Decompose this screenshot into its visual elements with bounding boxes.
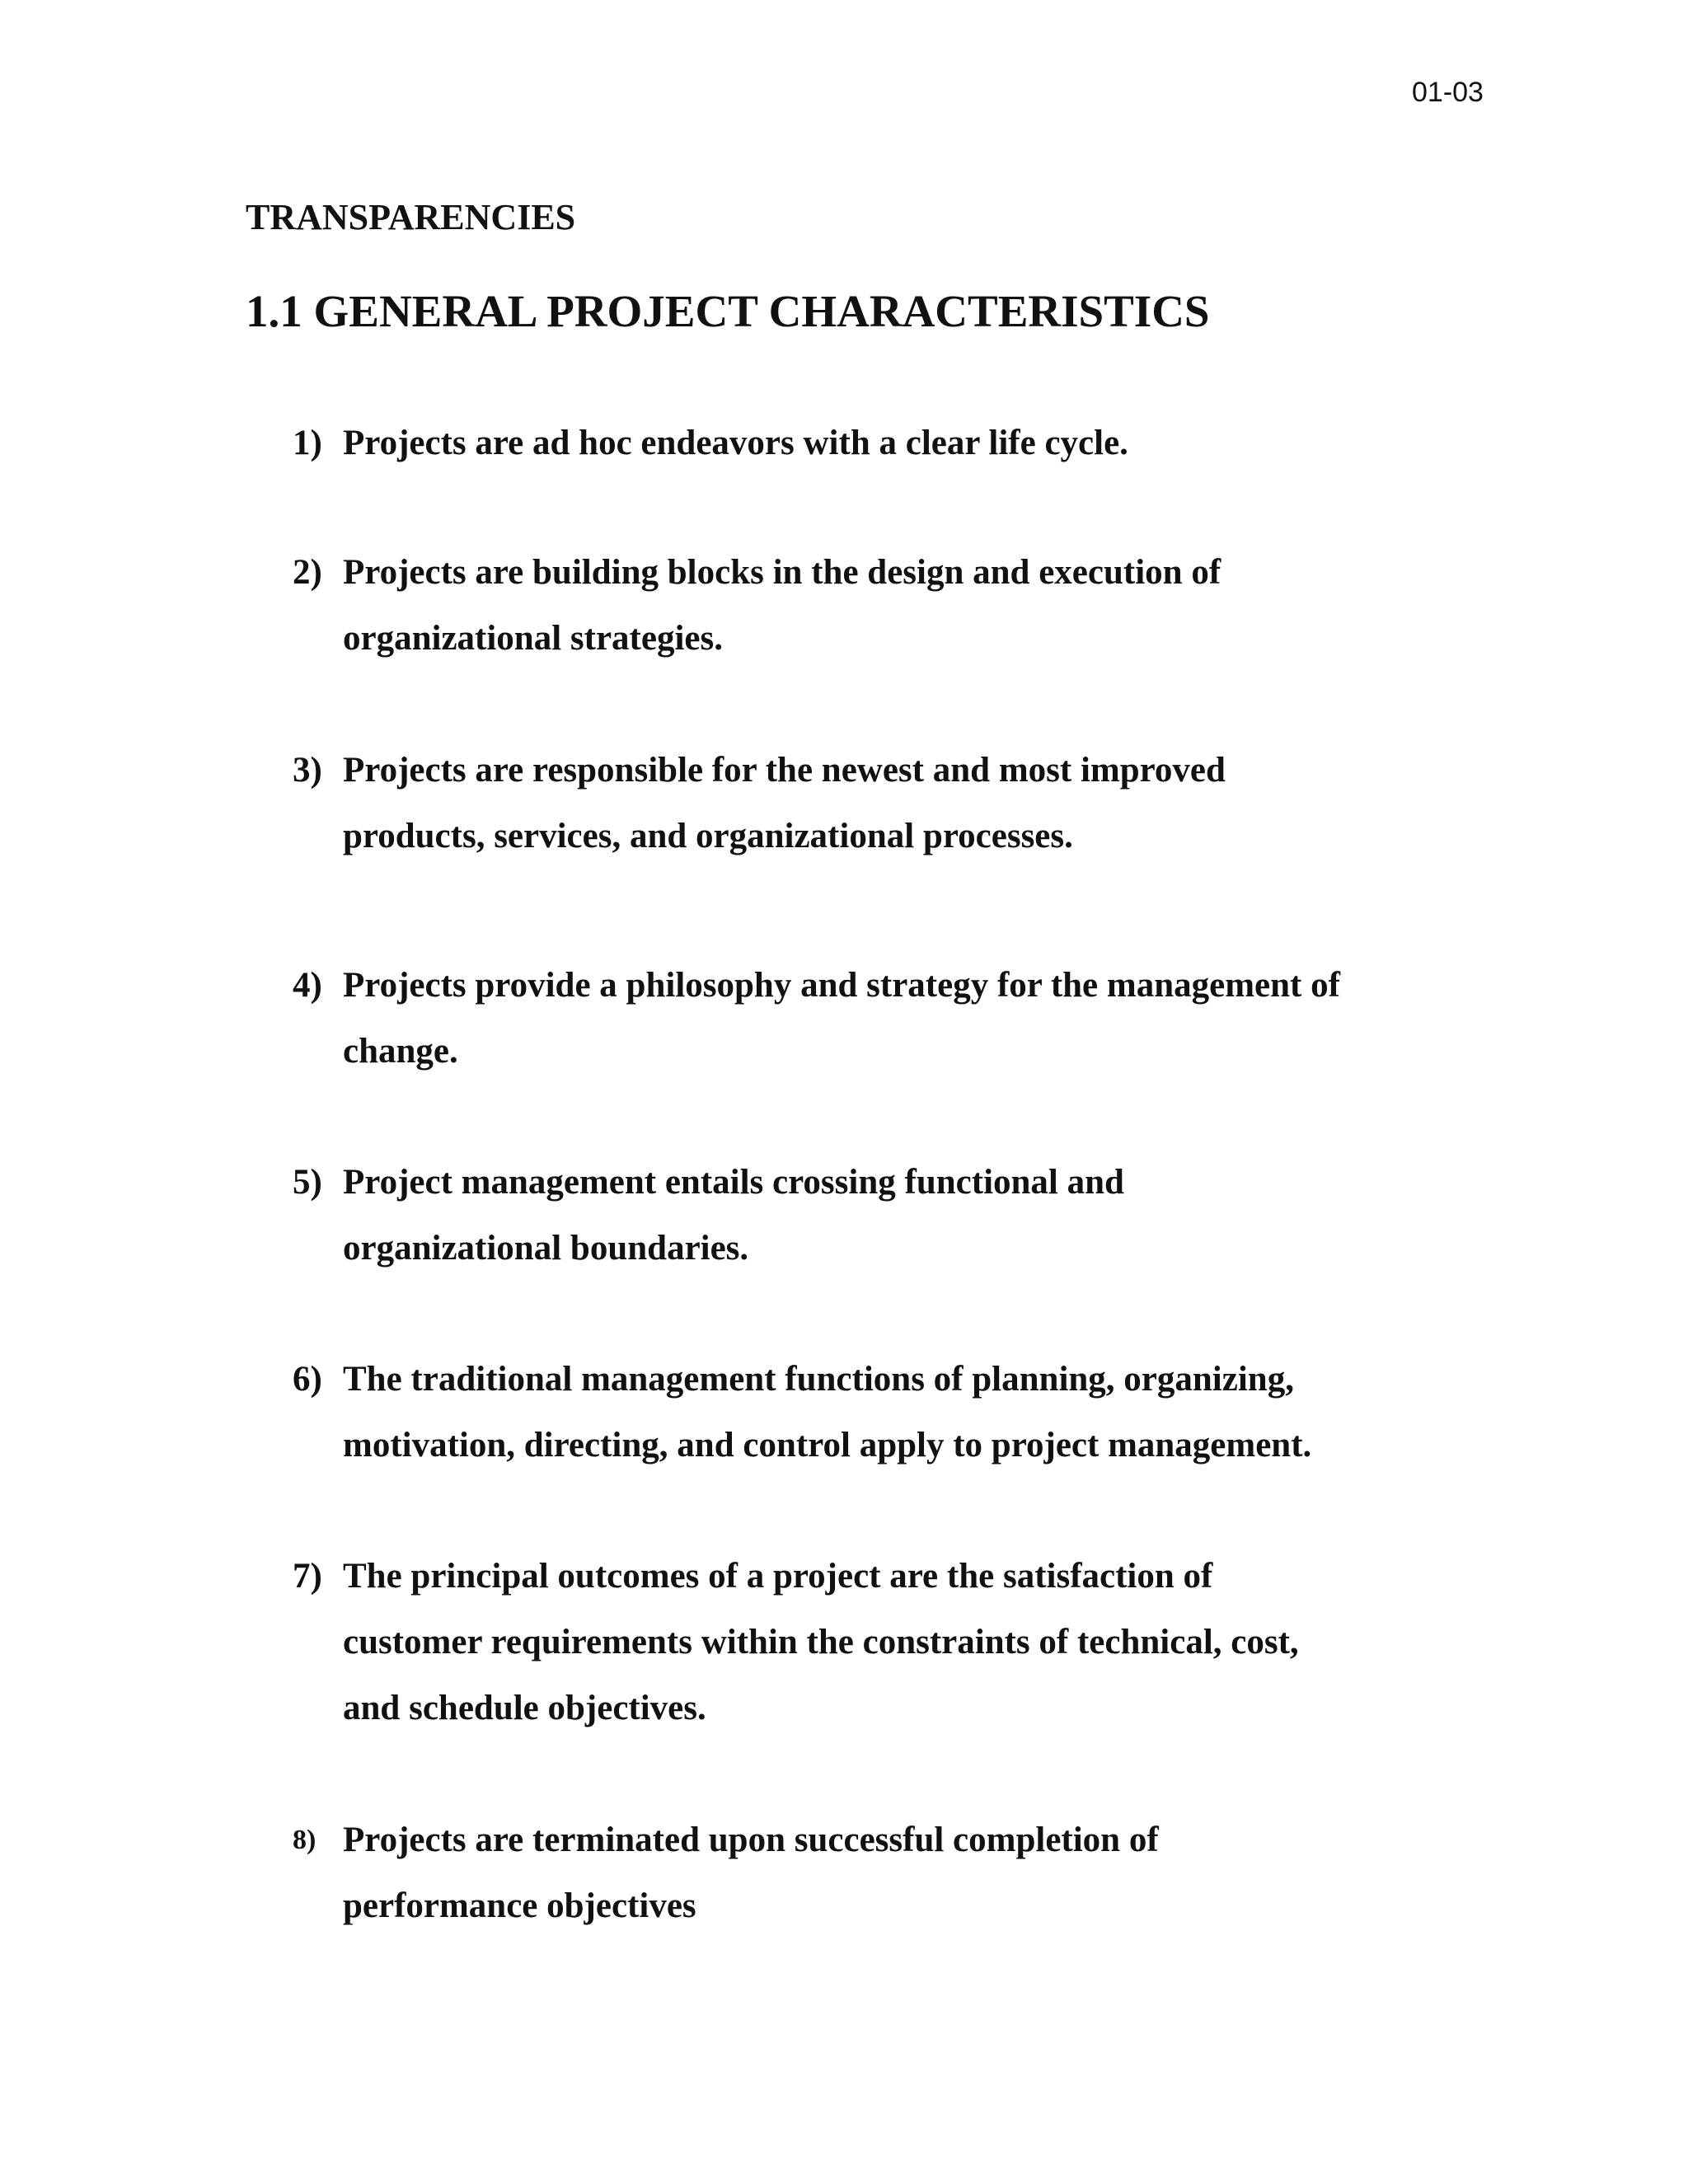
list-item-text: Project management entails crossing functional and organizational boundaries.	[343, 1163, 1124, 1268]
list-item-number: 5)	[293, 1163, 322, 1202]
list-item	[293, 1150, 1447, 1282]
list-item	[293, 1807, 1447, 1939]
list-item	[293, 1544, 1447, 1741]
page-title: 1.1 GENERAL PROJECT CHARACTERISTICS	[246, 286, 1210, 336]
list-item-number: 7)	[293, 1557, 322, 1596]
page-number: 01-03	[1412, 77, 1484, 108]
list-item-text: Projects are ad hoc endeavors with a clear life cycle.	[343, 424, 1128, 462]
list-item-number: 2)	[293, 553, 322, 592]
list-item	[293, 738, 1447, 869]
list-item	[293, 540, 1447, 672]
list-item-number: 1)	[293, 424, 322, 462]
list-item-text: Projects are building blocks in the design and execution of organizational strategies.	[343, 553, 1221, 658]
list-item-text: The principal outcomes of a project are the satisfaction of customer requirements within the constraints of technical, cost, and schedule objectives.	[343, 1557, 1299, 1727]
section-label: TRANSPARENCIES	[246, 197, 576, 237]
list-item	[293, 953, 1447, 1085]
list-item-text: Projects provide a philosophy and strategy for the management of change.	[343, 966, 1340, 1071]
list-item-text: The traditional management functions of planning, organizing, motivation, directing, and control apply to project management.	[343, 1360, 1312, 1465]
list-item-number: 8)	[293, 1825, 316, 1855]
list-item-number: 3)	[293, 751, 322, 790]
list-item-text: Projects are responsible for the newest and most improved products, services, and organizational processes.	[343, 751, 1226, 855]
list-item-number: 4)	[293, 966, 322, 1005]
list-item	[293, 1347, 1447, 1479]
list-item-number: 6)	[293, 1360, 322, 1399]
list-item-text: Projects are terminated upon successful completion of performance objectives	[343, 1821, 1159, 1925]
list-item	[293, 410, 1447, 476]
